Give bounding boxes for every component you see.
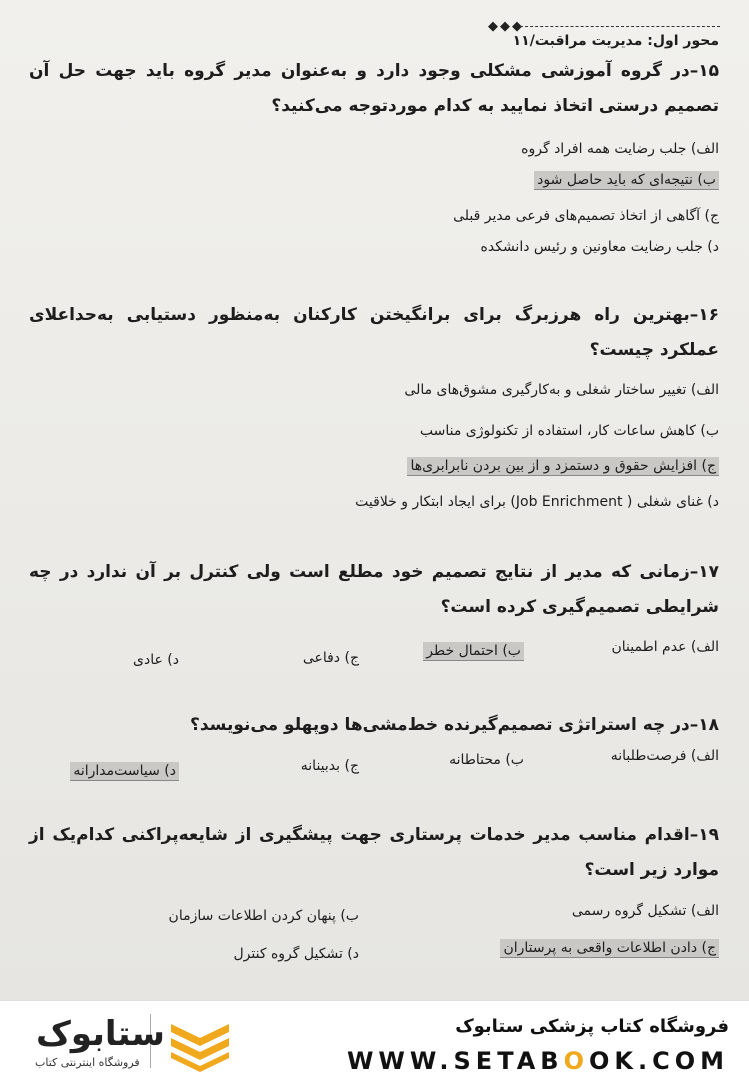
q15-answer-highlight: ب) نتیجه‌ای که باید حاصل شود (534, 171, 719, 190)
q18-option-d (70, 763, 179, 779)
q15-option-c: ج) آگاهی از اتخاذ تصمیم‌های فرعی مدیر قبلی (453, 208, 719, 224)
url-prefix: WWW. (346, 1047, 454, 1075)
url-suffix: OK.COM (588, 1047, 729, 1075)
q18-option-b: ب) محتاطانه (449, 752, 524, 768)
q15-option-d: د) جلب رضایت معاونین و رئیس دانشکده (480, 239, 719, 255)
logo-wordmark: ستابوک (36, 1014, 165, 1054)
q19-option-c (500, 940, 719, 956)
q15-option-b (534, 172, 719, 188)
logo-tagline: فروشگاه اینترنتی کتاب (35, 1056, 140, 1069)
q17-answer-highlight: ب) احتمال خطر (423, 642, 524, 661)
question-16: ۱۶–بهترین راه هرزبرگ برای برانگیختن کارکنان به‌منظور دستیابی به‌حداعلای عملکرد چیست؟ (29, 305, 719, 360)
q17-option-d: د) عادی (133, 652, 179, 668)
q18-answer-highlight: د) سیاست‌مدارانه (70, 762, 179, 781)
q15-option-a: الف) جلب رضایت همه افراد گروه (521, 141, 719, 157)
question-15: ۱۵–در گروه آموزشی مشکلی وجود دارد و به‌عنوان مدیر گروه باید جهت حل آن تصمیم درستی اتخاذ نمایید به کدام موردتوجه می‌کنید؟ (29, 61, 719, 116)
store-url[interactable] (347, 1047, 729, 1075)
q17-option-a: الف) عدم اطمینان (611, 639, 719, 655)
q16-option-c (407, 458, 719, 474)
question-19: ۱۹–اقدام مناسب مدیر خدمات پرستاری جهت پیشگیری از شایعه‌پراکنی کدام‌یک از موارد زیر است؟ (29, 825, 719, 880)
q16-option-b: ب) کاهش ساعات کار، استفاده از تکنولوژی مناسب (419, 423, 719, 439)
question-18: ۱۸–در چه استراتژی تصمیم‌گیرنده خط‌مشی‌ها دوپهلو می‌نویسد؟ (190, 715, 719, 735)
page-header-title: محور اول: مدیریت مراقبت/۱۱ (512, 33, 719, 49)
q18-option-a: الف) فرصت‌طلبانه (610, 748, 719, 764)
header-diamonds: ◆◆◆ (488, 19, 524, 34)
q16-option-a: الف) تغییر ساختار شغلی و به‌کارگیری مشوق‌های مالی (404, 382, 719, 398)
url-setab: SETAB (453, 1047, 564, 1075)
q19-option-b: ب) پنهان کردن اطلاعات سازمان (168, 908, 359, 924)
q16-answer-highlight: ج) افزایش حقوق و دستمزد و از بین بردن نابرابری‌ها (407, 457, 719, 476)
setabook-book-logo-icon (165, 1014, 235, 1072)
q16-option-d: د) غنای شغلی ( Job Enrichment) برای ایجاد ابتکار و خلاقیت (355, 494, 719, 510)
q18-option-c: ج) بدبینانه (300, 758, 359, 774)
question-17: ۱۷–زمانی که مدیر از نتایج تصمیم خود مطلع است ولی کنترل بر آن ندارد در چه شرایطی تصمیم‌گیری کرده است؟ (29, 562, 719, 617)
q19-option-a: الف) تشکیل گروه رسمی (571, 903, 719, 919)
q19-answer-highlight: ج) دادن اطلاعات واقعی به پرستاران (500, 939, 719, 958)
url-accent-letter: O (563, 1047, 589, 1075)
header-dashed-rule (520, 26, 720, 27)
q17-option-c: ج) دفاعی (302, 650, 359, 666)
q19-option-d: د) تشکیل گروه کنترل (233, 946, 359, 962)
store-name: فروشگاه کتاب پزشکی ستابوک (455, 1016, 729, 1037)
q17-option-b (423, 643, 524, 659)
